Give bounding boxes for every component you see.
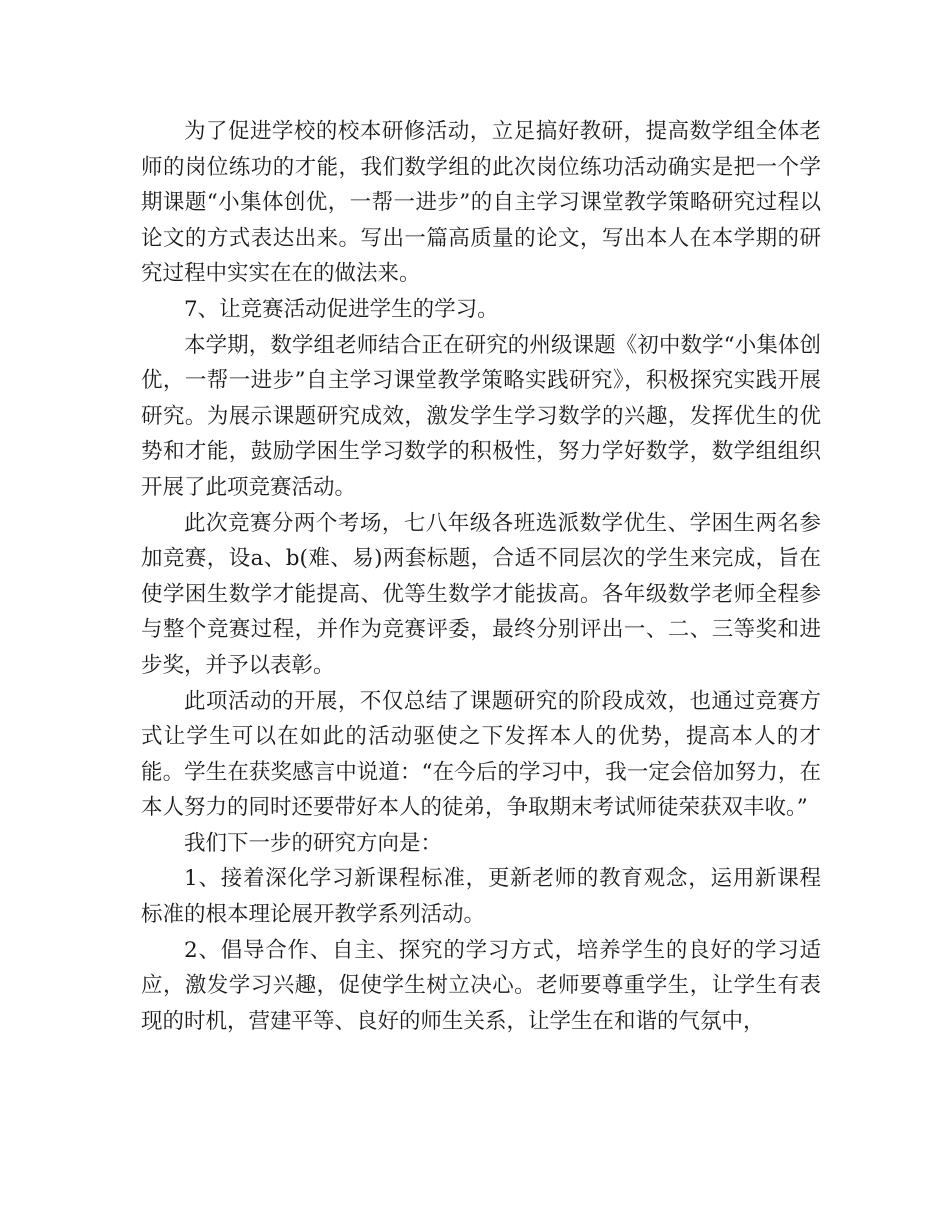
document-body — [141, 114, 821, 1039]
paragraph-step-one: 1、接着深化学习新课程标准，更新老师的教育观念，运用新课程标准的根本理论展开教学系列活动。 — [141, 866, 821, 928]
paragraph-heading-competition: 7、让竞赛活动促进学生的学习。 — [184, 296, 499, 322]
paragraph-step-two: 2、倡导合作、自主、探究的学习方式，培养学生的良好的学习适应，激发学习兴趣，促使学生树立决心。老师要尊重学生，让学生有表现的时机，营建平等、良好的师生关系，让学生在和谐的气氛中， — [141, 937, 821, 1034]
paragraph-activity-results: 此项活动的开展，不仅总结了课题研究的阶段成效，也通过竞赛方式让学生可以在如此的活动驱使之下发挥本人的优势，提高本人的才能。学生在获奖感言中说道：“在今后的学习中，我一定会倍加努力，在本人努力的同时还要带好本人的徒弟，争取期末考试师徒荣获双丰收。” — [141, 688, 821, 821]
paragraph-competition-details: 此次竞赛分两个考场，七八年级各班选派数学优生、学困生两名参加竞赛，设a、b(难、易)两套标题，合适不同层次的学生来完成，旨在使学困生数学才能提高、优等生数学才能拔高。各年级数学老师全程参与整个竞赛过程，并作为竞赛评委，最终分别评出一、二、三等奖和进步奖，并予以表彰。 — [141, 510, 821, 678]
paragraph-school-research: 为了促进学校的校本研修活动，立足搞好教研，提高数学组全体老师的岗位练功的才能，我们数学组的此次岗位练功活动确实是把一个学期课题“小集体创优，一帮一进步”的自主学习课堂教学策略研究过程以论文的方式表达出来。写出一篇高质量的论文，写出本人在本学期的研究过程中实实在在的做法来。 — [141, 119, 821, 287]
paragraph-next-steps-intro: 我们下一步的研究方向是： — [184, 830, 443, 856]
paragraph-semester-project: 本学期，数学组老师结合正在研究的州级课题《初中数学“小集体创优，一帮一进步”自主学习课堂教学策略实践研究》，积极探究实践开展研究。为展示课题研究成效，激发学生学习数学的兴趣，发挥优生的优势和才能，鼓励学困生学习数学的积极性，努力学好数学，数学组组织开展了此项竞赛活动。 — [141, 332, 821, 500]
